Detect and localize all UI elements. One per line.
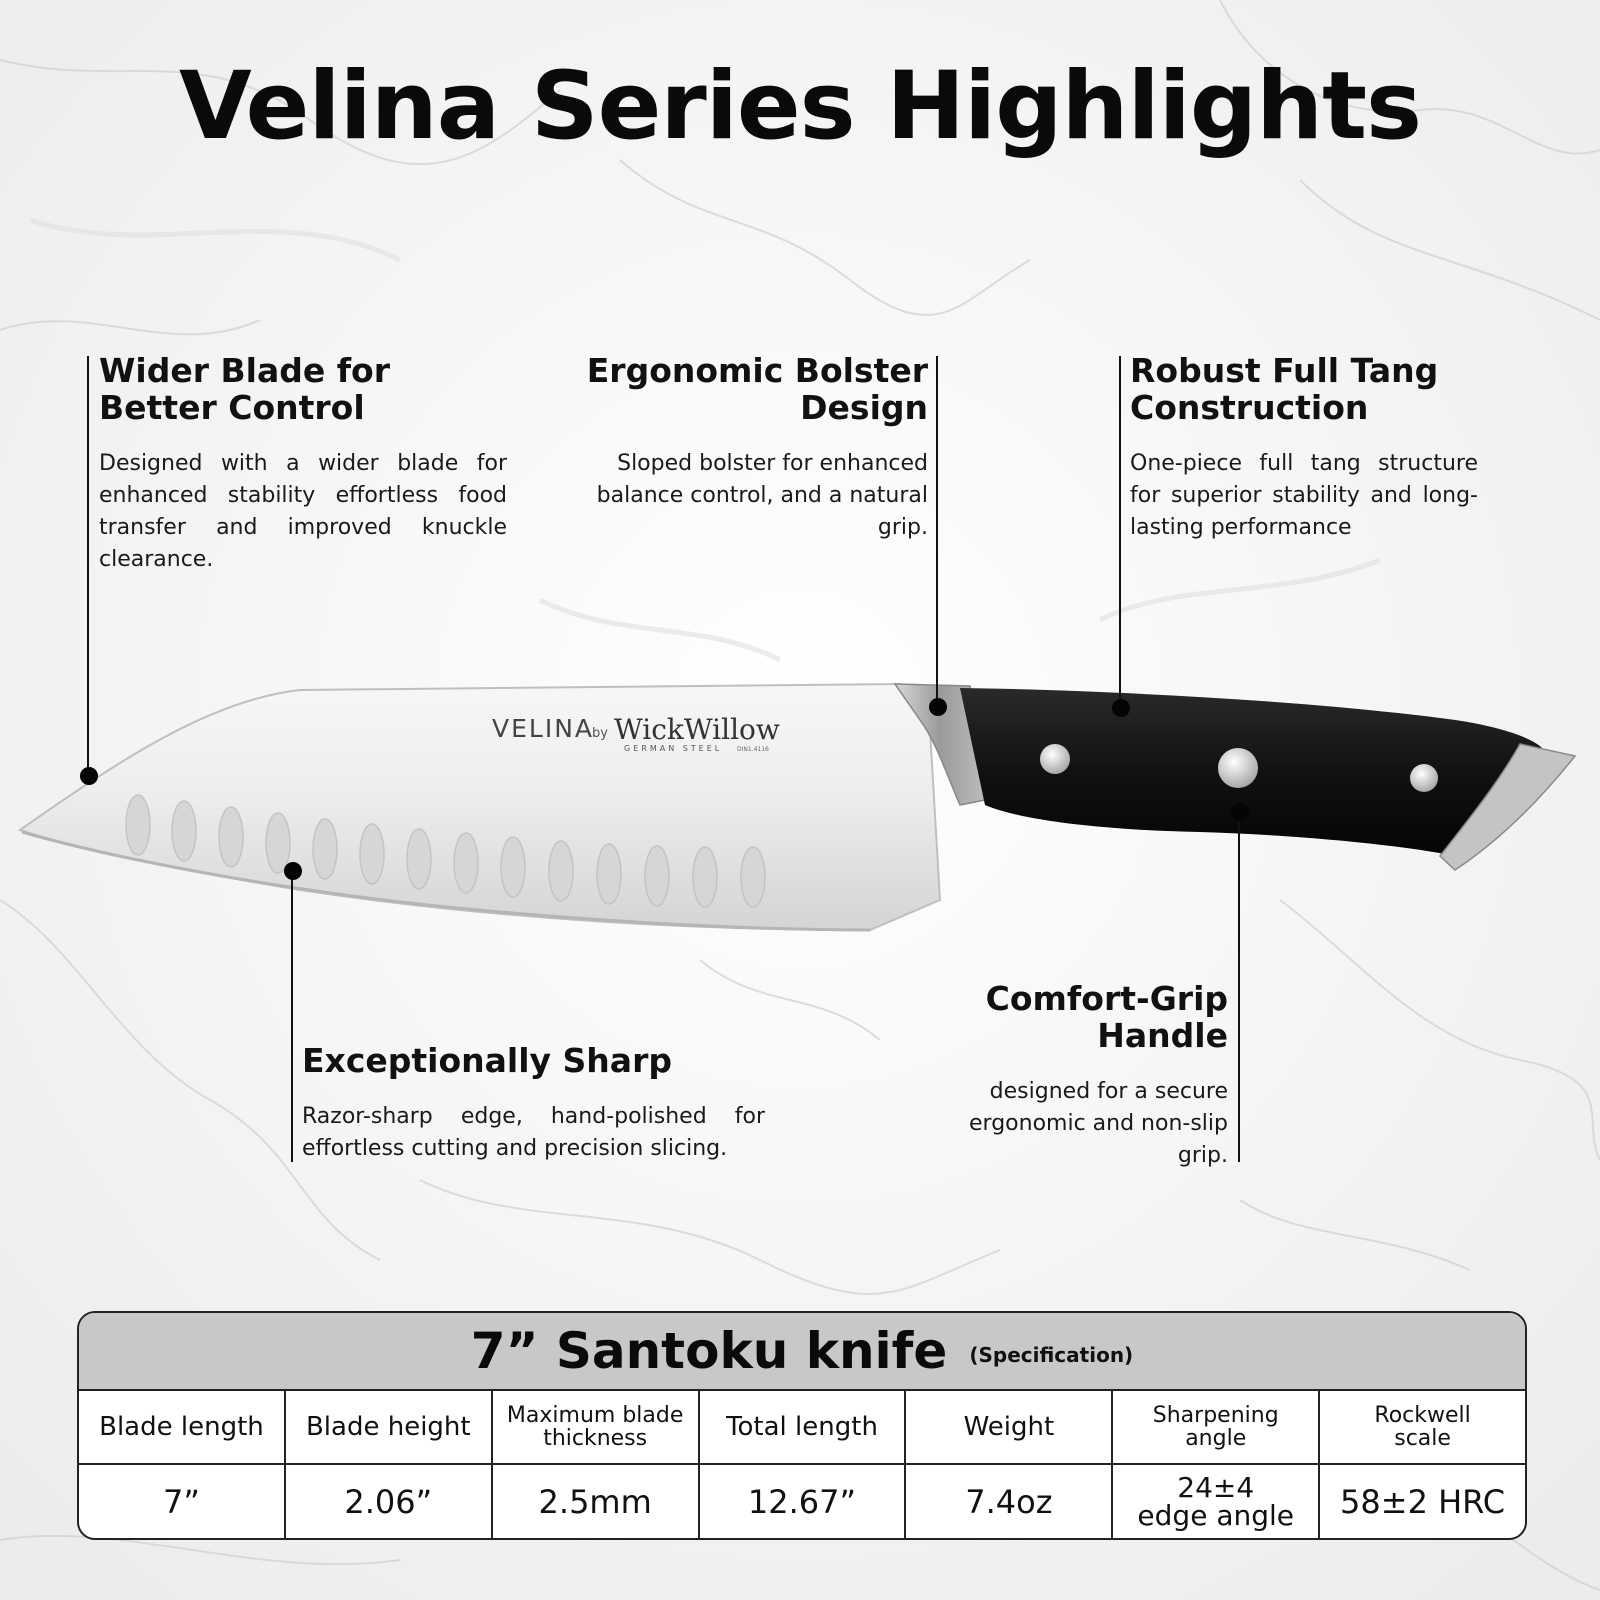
spec-table [77,1311,1527,1540]
pointer-dot-sharp [284,862,302,880]
svg-text:VELINA: VELINA [492,714,595,743]
feature-heading: Exceptionally Sharp [302,1041,672,1080]
feature-wider-blade [99,352,507,576]
feature-bolster [566,352,928,544]
spec-table-header [79,1313,1525,1391]
spec-subtitle: (Specification) [969,1343,1134,1367]
leader-line-sharp [291,870,293,1162]
value-sharpening-angle [1113,1465,1320,1538]
leader-line-grip [1238,812,1240,1162]
header-blade-height: Blade height [286,1391,493,1463]
header-sharpening-angle [1113,1391,1320,1463]
rivet [1410,764,1438,792]
value-sharpening-line1: 24±4 [1177,1470,1255,1504]
blade [20,684,940,930]
value-rockwell: 58±2 HRC [1340,1482,1506,1521]
svg-text:DIN1.4116: DIN1.4116 [737,746,769,753]
header-sharpening-line1: Sharpening [1152,1403,1279,1428]
feature-grip [930,980,1228,1172]
value-weight: 7.4oz [906,1465,1113,1538]
header-total-length: Total length [700,1391,907,1463]
header-sharpening-line2: angle [1185,1426,1247,1451]
svg-text:GERMAN STEEL: GERMAN STEEL [624,744,723,753]
value-blade-length: 7” [79,1465,286,1538]
header-max-thickness-line1: Maximum blade [506,1403,684,1428]
value-max-thickness: 2.5mm [493,1465,700,1538]
leader-line-wider-blade [87,356,89,776]
leader-line-full-tang [1119,356,1121,706]
pointer-dot-grip [1231,803,1249,821]
feature-body: One-piece full tang structure for superior stability and long-lasting performance [1130,451,1478,540]
pointer-dot-bolster [929,698,947,716]
feature-sharp [302,1042,765,1165]
feature-heading: Robust Full Tang Construction [1130,351,1439,427]
feature-full-tang [1130,352,1478,544]
feature-body: Sloped bolster for enhanced balance control, and a natural grip. [596,451,928,540]
pointer-dot-full-tang [1112,699,1130,717]
spec-header-row [79,1391,1525,1465]
spec-values-row [79,1465,1525,1538]
leader-line-bolster [936,356,938,706]
value-blade-height: 2.06” [286,1465,493,1538]
svg-text:by: by [592,726,608,741]
feature-heading: Wider Blade for Better Control [99,351,391,427]
value-total-length: 12.67” [700,1465,907,1538]
pointer-dot-wider-blade [80,767,98,785]
feature-body: Designed with a wider blade for enhanced stability effortless food transfer and improved knuckle clearance. [99,451,507,572]
header-blade-length: Blade length [79,1391,286,1463]
feature-body: designed for a secure ergonomic and non-slip grip. [969,1079,1228,1168]
feature-heading: Comfort-Grip Handle [985,979,1228,1055]
header-rockwell-line2: scale [1394,1426,1451,1451]
header-max-thickness [493,1391,700,1463]
rivet [1040,744,1070,774]
feature-body: Razor-sharp edge, hand-polished for effortless cutting and precision slicing. [302,1104,765,1161]
header-max-thickness-line2: thickness [543,1426,648,1451]
value-sharpening-line2: edge angle [1137,1498,1295,1532]
feature-heading: Ergonomic Bolster Design [586,351,928,427]
header-rockwell [1320,1391,1525,1463]
svg-text:WickWillow: WickWillow [614,713,780,746]
header-rockwell-line1: Rockwell [1374,1403,1471,1428]
rivet [1218,748,1258,788]
spec-title: 7” Santoku knife [470,1322,948,1380]
header-weight: Weight [906,1391,1113,1463]
page-title: Velina Series Highlights [179,52,1421,161]
